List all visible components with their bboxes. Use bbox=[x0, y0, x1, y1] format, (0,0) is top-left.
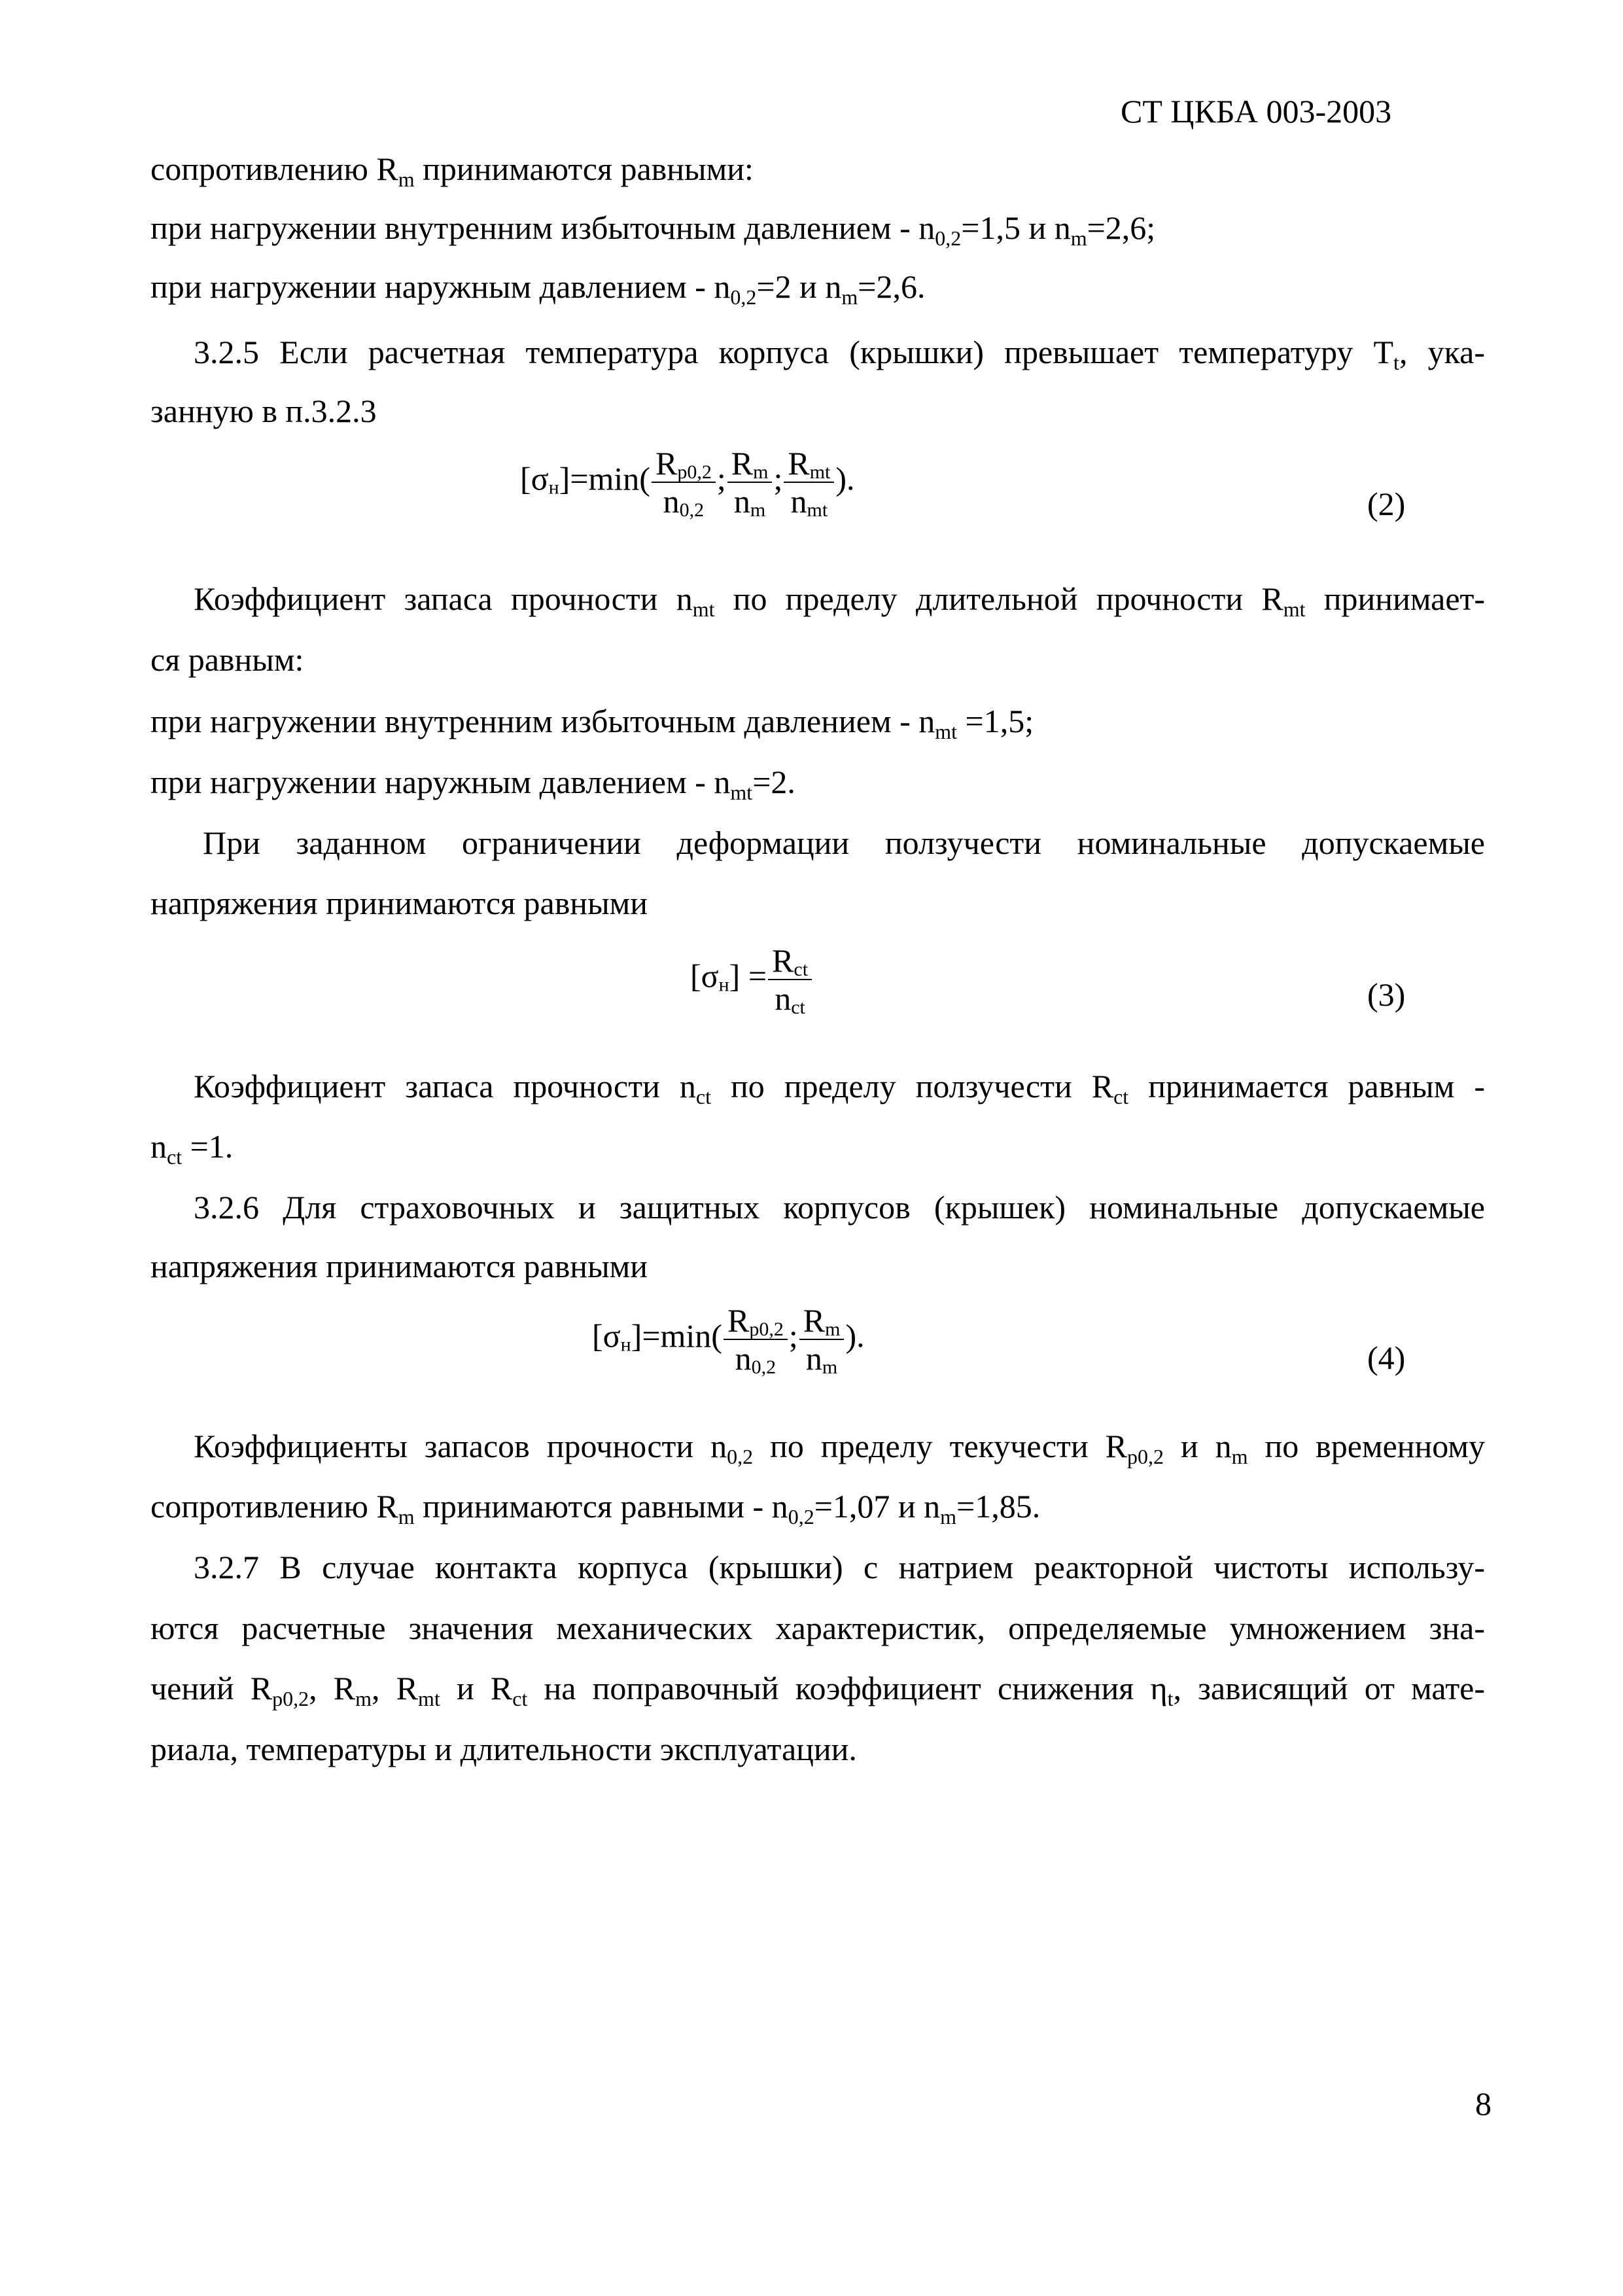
text-line-13: $n_{ct} =1$. bbox=[150, 1128, 234, 1169]
page-number: 8 bbox=[1475, 2085, 1492, 2122]
text-line-15: напряжения принимаются равными bbox=[150, 1248, 648, 1284]
text-line-3: при нагружении наружным давлением - $n_{0,2}=2$ и $n_m=2,6$. bbox=[150, 268, 926, 309]
equation-number-4: (4) bbox=[1367, 1339, 1406, 1376]
fraction-rp02-n02: $\frac{Rp0,2}{n0,2}$ bbox=[652, 445, 716, 520]
text-line-5: занную в п.3.2.3 bbox=[150, 393, 377, 429]
fraction-rp02-n02: $\frac{Rp0,2}{n0,2}$ bbox=[724, 1302, 788, 1377]
text-line-6: Коэффициент запаса прочности $n_{mt}$ по пределу длительной прочности $R_{mt}$ принимает- bbox=[194, 580, 1486, 621]
text-line-16: Коэффициенты запасов прочности $n_{0,2}$ по пределу текучести $R_{p0,2}$ и $n_m$ по временному bbox=[194, 1428, 1485, 1468]
text-line-2: при нагружении внутренним избыточным давлением - $n_{0,2}=1,5$ и $n_m=2,6$; bbox=[150, 209, 1156, 250]
text-line-18: 3.2.7 В случае контакта корпуса (крышки) с натрием реакторной чистоты использу- bbox=[194, 1549, 1485, 1585]
text-line-19: ются расчетные значения механических характеристик, определяемые умножением зна- bbox=[150, 1610, 1485, 1646]
text-line-1: сопротивлению $R_m$ принимаются равными: bbox=[150, 150, 754, 191]
fraction-rmt-nmt: $\frac{\text{Rmt}}{\text{nmt}}$ bbox=[784, 445, 834, 520]
text-line-10: При заданном ограничении деформации ползучести номинальные допускаемые bbox=[203, 824, 1485, 861]
text-line-17: сопротивлению $R_m$ принимаются равными - $n_{0,2}=1,07$ и $n_m=1,85$. bbox=[150, 1488, 1041, 1528]
text-line-7: ся равным: bbox=[150, 641, 304, 678]
text-line-11: напряжения принимаются равными bbox=[150, 885, 648, 921]
formula-3: [σн] = $\frac{\text{Rct}}{\text{nct}}$ bbox=[690, 942, 813, 1017]
document-code: СТ ЦКБА 003-2003 bbox=[1121, 93, 1392, 130]
equation-number-2: (2) bbox=[1367, 486, 1406, 522]
formula-2: [σн]=min( $\frac{Rp0,2}{n0,2}$ ; $\frac{Rm}{nm}$ ; $\frac{\text{Rmt}}{\text{nmt}}$ ). bbox=[520, 445, 855, 521]
text-line-8: при нагружении внутренним избыточным давлением - $n_{mt} =1,5$; bbox=[150, 703, 1034, 743]
fraction-rm-nm: $\frac{Rm}{nm}$ bbox=[727, 445, 773, 520]
text-line-4: 3.2.5 Если расчетная температура корпуса (крышки) превышает температуру $T_t$, ука- bbox=[194, 334, 1485, 374]
text-line-12: Коэффициент запаса прочности $n_{ct}$ по пределу ползучести $R_{ct}$ принимается равным - bbox=[194, 1068, 1486, 1108]
text-line-21: риала, температуры и длительности эксплуатации. bbox=[150, 1731, 857, 1767]
fraction-rct-nct: $\frac{\text{Rct}}{\text{nct}}$ bbox=[768, 942, 812, 1017]
equation-number-3: (3) bbox=[1367, 976, 1406, 1013]
text-line-20: чений $R_{p0,2}$, $R_m$, $R_{mt}$ и $R_{ct}$ на поправочный коэффициент снижения $\eta_t$, зависящий от мате- bbox=[150, 1670, 1486, 1710]
formula-4: [σн]=min( $\frac{Rp0,2}{n0,2}$ ; $\frac{Rm}{nm}$ ). bbox=[592, 1302, 865, 1378]
fraction-rm-nm: $\frac{Rm}{nm}$ bbox=[799, 1302, 845, 1377]
text-line-14: 3.2.6 Для страховочных и защитных корпусов (крышек) номинальные допускаемые bbox=[194, 1189, 1485, 1226]
text-line-9: при нагружении наружным давлением - $n_{mt}=2$. bbox=[150, 764, 795, 804]
